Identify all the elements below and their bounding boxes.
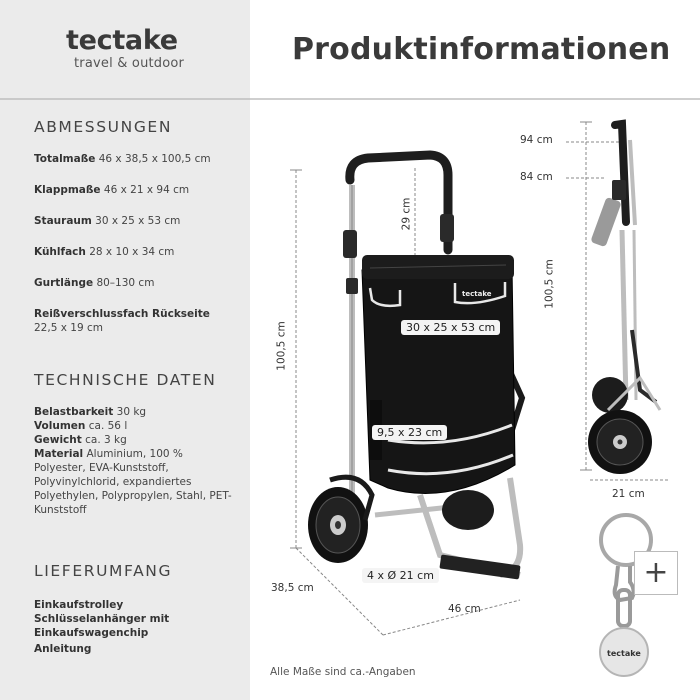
- bag-logo: tectake: [462, 290, 492, 298]
- dim-pocket-label: 9,5 x 23 cm: [372, 425, 447, 440]
- spec-row: Gurtlänge 80–130 cm: [34, 277, 155, 289]
- delivery-item: Schlüsselanhänger mit Einkaufswagenchip: [34, 613, 170, 639]
- section-title-lieferumfang: LIEFERUMFANG: [34, 562, 173, 580]
- spec-row: Volumen ca. 56 l: [34, 420, 128, 432]
- delivery-item: Einkaufstrolley: [34, 599, 124, 611]
- footnote: Alle Maße sind ca.-Angaben: [270, 666, 416, 678]
- page-title: Produktinformationen: [292, 32, 671, 67]
- spec-row: Material Aluminium, 100 % Polyester, EVA-Kunststoff, Polyvinylchlorid, expandiertes Polyethylen, Polypropylen, Stahl, PET-Kunststoff: [34, 448, 232, 516]
- delivery-item: Anleitung: [34, 643, 92, 655]
- spec-row: Stauraum 30 x 25 x 53 cm: [34, 215, 181, 227]
- trolley-side-view: [588, 124, 660, 474]
- brand-name: tectake: [66, 25, 178, 56]
- dim-total-height: 100,5 cm: [275, 321, 288, 371]
- dim-handle-height: 29 cm: [400, 197, 413, 231]
- dim-depth: 38,5 cm: [271, 582, 314, 594]
- plus-icon: +: [643, 555, 669, 590]
- section-title-abmessungen: ABMESSUNGEN: [34, 118, 173, 136]
- dim-wheels-label: 4 x Ø 21 cm: [362, 568, 439, 583]
- zoom-plus-button[interactable]: [634, 551, 678, 595]
- chip-logo: tectake: [607, 649, 641, 658]
- dim-storage-label: 30 x 25 x 53 cm: [401, 320, 500, 335]
- brand-tagline: travel & outdoor: [74, 56, 185, 71]
- spec-row: Reißverschlussfach Rückseite 22,5 x 19 cm: [34, 308, 210, 334]
- keychain-illustration: [600, 515, 651, 676]
- spec-row: Belastbarkeit 30 kg: [34, 406, 147, 418]
- dim-side-top: 94 cm: [520, 134, 553, 146]
- spec-row: Kühlfach 28 x 10 x 34 cm: [34, 246, 175, 258]
- spec-row: Klappmaße 46 x 21 x 94 cm: [34, 184, 190, 196]
- dim-side-mid: 84 cm: [520, 171, 553, 183]
- section-title-technische-daten: TECHNISCHE DATEN: [34, 371, 217, 389]
- dim-side-height: 100,5 cm: [543, 259, 556, 309]
- spec-row: Totalmaße 46 x 38,5 x 100,5 cm: [34, 153, 211, 165]
- spec-row: Gewicht ca. 3 kg: [34, 434, 127, 446]
- dim-width: 46 cm: [448, 603, 481, 615]
- dim-side-width: 21 cm: [612, 488, 645, 500]
